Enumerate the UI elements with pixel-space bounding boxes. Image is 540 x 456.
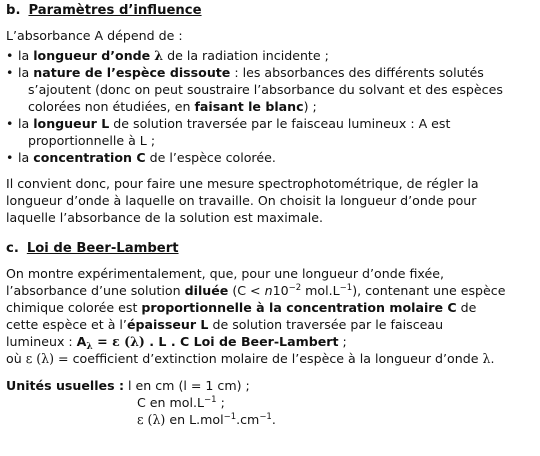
units-block: Unités usuelles : l en cm (l = 1 cm) ; C en $mol.L^{-1}$ ; ε (λ) en $L.mol^{-1}.cm^{-1}$. <box>6 378 276 427</box>
list-item-length: • la longueur L de solution traversée par le faisceau lumineux : A est proportionnelle à L ; <box>6 116 451 148</box>
formula: $A_\lambda = \varepsilon$ (λ) . L . C Loi de Beer-Lambert <box>76 334 339 352</box>
bullet-icon: • <box>6 116 14 131</box>
lambda-symbol: λ <box>154 48 164 63</box>
section-c-paragraph: On montre expérimentalement, que, pour une longueur d’onde fixée, l’absorbance d’une solution diluée ($C < n10^{-2}$ $mol.L^{-1}$), contenant une espèce chimique colorée est proportionnelle à la concentration molaire C de cette espèce et à l’épaisseur L de solution traversée par le faisceau lumineux : $A_\lambda = \varepsilon$ (λ) . L . C Loi de Beer-Lambert ; où ε (λ) = coefficient d’extinction molaire de l’espèce à la longueur d’onde λ. <box>6 266 506 366</box>
list-item-species-nature: • la nature de l’espèce dissoute : les absorbances des différents solutés s’ajoutent (donc on peut soustraire l’absorbance du solvant et des espèces colorées non étudiées, en faisant le blanc) ; <box>6 65 503 114</box>
units-label: Unités usuelles : <box>6 378 125 393</box>
section-b-intro: L’absorbance A dépend de : <box>6 28 183 43</box>
document-page <box>6 2 534 428</box>
section-b-letter: b. <box>6 3 21 18</box>
section-b-paragraph: Il convient donc, pour faire une mesure spectrophotométrique, de régler la longueur d’onde à laquelle on travaille. On choisit la longueur d’onde pour laquelle l’absorbance de la solution est maximale. <box>6 176 479 225</box>
list-item-wavelength: • la longueur d’onde λ de la radiation incidente ; <box>6 48 329 63</box>
influence-list <box>6 47 534 166</box>
section-c-heading <box>6 240 534 257</box>
section-c-letter: c. <box>6 241 19 256</box>
list-item-concentration: • la concentration C de l’espèce colorée. <box>6 150 276 165</box>
bullet-icon: • <box>6 65 14 80</box>
section-c-title: Loi de Beer-Lambert <box>26 241 179 256</box>
section-b-title: Paramètres d’influence <box>28 3 202 18</box>
bullet-icon: • <box>6 48 14 63</box>
section-b-heading <box>6 2 534 19</box>
bullet-icon: • <box>6 150 14 165</box>
beer-lambert-formula-line: lumineux : $A_\lambda = \varepsilon$ (λ) . L . C Loi de Beer-Lambert ; <box>6 334 347 352</box>
